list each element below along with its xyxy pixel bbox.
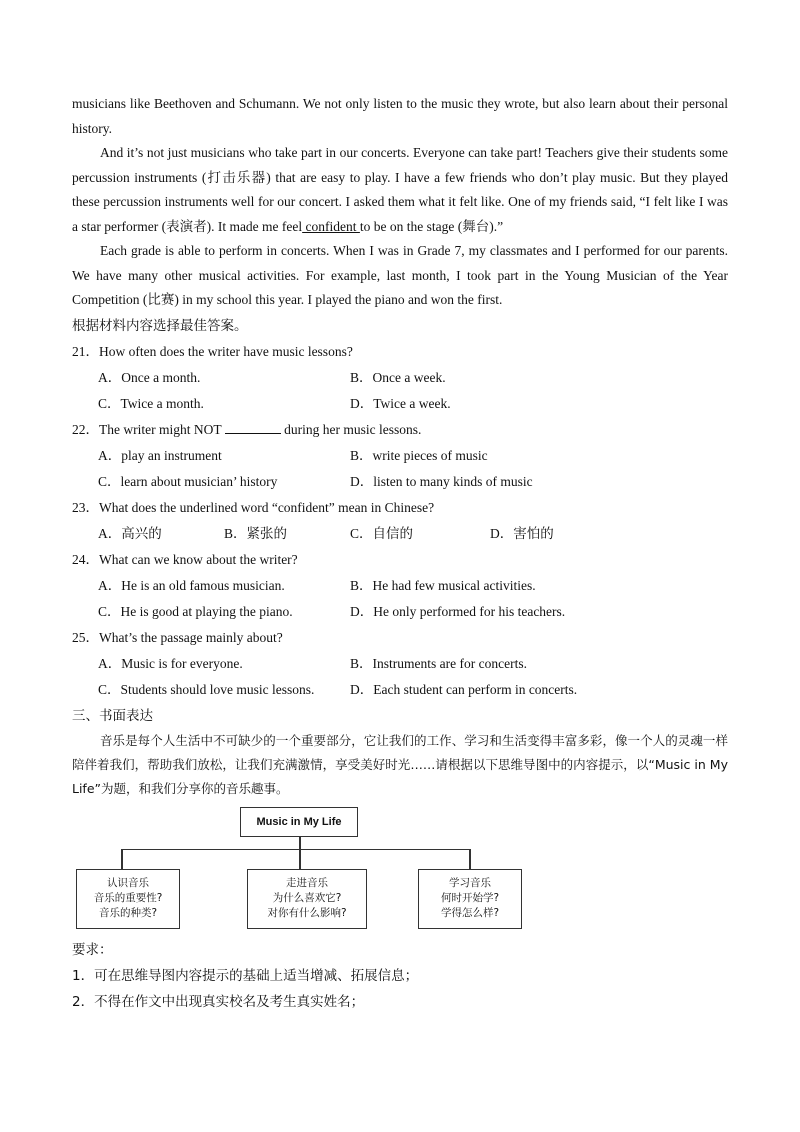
question-23-options [72,521,728,547]
question-22-option-b[interactable]: B．write pieces of music [350,447,488,463]
mind-map-node-learn-music [418,869,522,929]
question-22-stem-start: 22．The writer might NOT [72,421,225,437]
question-24-options [72,573,728,625]
connector-line [121,849,469,851]
requirement-2: 2．不得在作文中出现真实校名及考生真实姓名； [72,993,365,1010]
question-25-option-c[interactable]: C．Students should love music lessons. [98,681,315,697]
question-24-option-a[interactable]: A．He is an old famous musician. [98,577,285,593]
question-25-option-d[interactable]: D．Each student can perform in concerts. [350,681,578,697]
question-23-stem: 23．What does the underlined word “confident” mean in Chinese? [72,499,435,515]
question-21-option-b[interactable]: B．Once a week. [350,369,446,385]
question-22-option-c[interactable]: C．learn about musician’ history [98,473,278,489]
question-24-option-d[interactable]: D．He only performed for his teachers. [350,603,566,619]
writing-prompt: 音乐是每个人生活中不可缺少的一个重要部分，它让我们的工作、学习和生活变得丰富多彩，像一个人的灵魂一样陪伴着我们，帮助我们放松，让我们充满激情，享受美好时光……请根据以下思维导图中的内容提示，以“Music in My Life”为题，和我们分享你的音乐趣事。 [72,732,728,796]
question-21-stem: 21．How often does the writer have music lessons? [72,343,353,359]
passage-paragraph-2 [72,141,728,239]
passage-paragraph-2-text: And it’s not just musicians who take part in our concerts. Everyone can take part! Teachers give their students some percussion instruments (打击乐器) that are easy to play. I have a few friends who don’t play music. But they played these percussion instruments well for our concert. I asked them what it felt like. One of my friends said, “I felt like I was a star performer (表演者). It made me feel [72,145,728,234]
passage-paragraph-3: Each grade is able to perform in concerts. When I was in Grade 7, my classmates and I performed for our parents. We have many other musical activities. For example, last month, I took part in the Young Musician of the Year Competition (比赛) in my school this year. I played the piano and won the first. [72,243,728,307]
answer-blank [225,419,281,434]
mind-map [72,805,728,931]
question-21-option-d[interactable]: D．Twice a week. [350,395,451,411]
connector-line [299,837,301,849]
question-21-options [72,365,728,417]
question-21-option-a[interactable]: A．Once a month. [98,369,201,385]
question-22-option-a[interactable]: A．play an instrument [98,447,222,463]
question-23-option-d[interactable]: D．害怕的 [490,525,554,541]
question-23-option-b[interactable]: B．紧张的 [224,525,288,541]
node-question: 何时开始学? [440,892,500,904]
node-question: 音乐的种类? [98,907,158,919]
question-22-option-d[interactable]: D．listen to many kinds of music [350,473,533,489]
passage-paragraph-2-end: to be on the stage (舞台).” [359,218,504,234]
question-23-option-c[interactable]: C．自信的 [350,525,414,541]
connector-line [299,849,301,869]
node-question: 学得怎么样? [440,907,500,919]
question-25-option-a[interactable]: A．Music is for everyone. [98,655,243,671]
question-24-option-c[interactable]: C．He is good at playing the piano. [98,603,293,619]
node-question: 为什么喜欢它? [272,892,342,904]
requirements-heading: 要求： [72,941,113,958]
question-25-options [72,651,728,703]
question-22-stem-end: during her music lessons. [280,421,422,437]
question-24-option-b[interactable]: B．He had few musical activities. [350,577,536,593]
node-title: 认识音乐 [107,877,149,889]
node-question: 对你有什么影响? [267,907,347,919]
underlined-word-confident: confident [302,218,360,234]
question-22-options [72,443,728,495]
mind-map-node-know-music [76,869,180,929]
node-title: 走进音乐 [286,877,328,889]
question-22-stem [72,417,728,443]
connector-line [469,849,471,869]
node-question: 音乐的重要性? [93,892,163,904]
question-25-option-b[interactable]: B．Instruments are for concerts. [350,655,527,671]
question-24-stem: 24．What can we know about the writer? [72,551,298,567]
passage-paragraph-1: musicians like Beethoven and Schumann. We not only listen to the music they wrote, but also learn about their personal history. [72,96,728,136]
connector-line [121,849,123,869]
mind-map-node-enter-music [247,869,367,929]
requirement-1: 1．可在思维导图内容提示的基础上适当增减、拓展信息； [72,967,419,984]
node-title: 学习音乐 [449,877,491,889]
exam-page [72,92,728,1015]
mind-map-title: Music in My Life [240,807,358,837]
section-3-heading: 三、书面表达 [72,707,153,724]
instruction: 根据材料内容选择最佳答案。 [72,317,248,334]
question-23-option-a[interactable]: A．高兴的 [98,525,162,541]
question-21-option-c[interactable]: C．Twice a month. [98,395,204,411]
question-25-stem: 25．What’s the passage mainly about? [72,629,283,645]
